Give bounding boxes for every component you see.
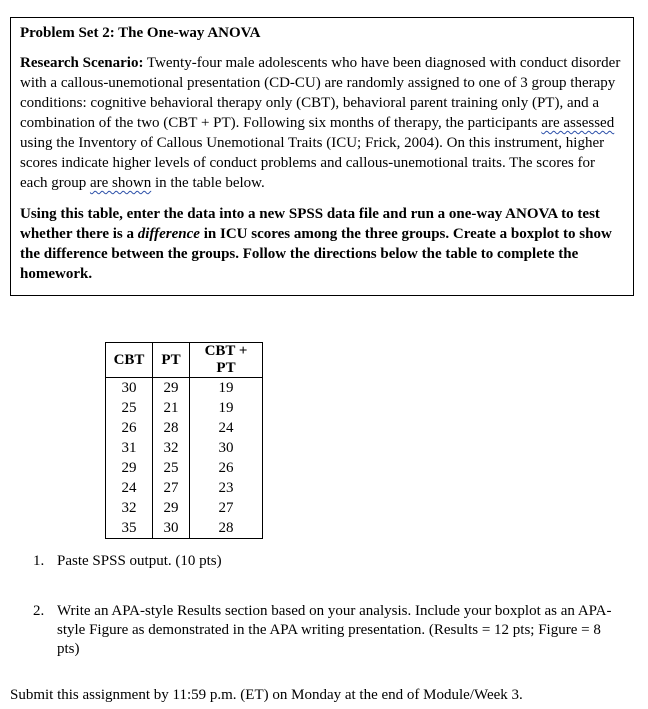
table-row bbox=[106, 458, 263, 478]
cell-cbt: 32 bbox=[106, 498, 153, 518]
cell-cbt-pt: 26 bbox=[190, 458, 263, 478]
cell-pt: 29 bbox=[153, 498, 190, 518]
cell-cbt: 24 bbox=[106, 478, 153, 498]
header-cbt: CBT bbox=[106, 343, 153, 378]
question-text: Paste SPSS output. (10 pts) bbox=[57, 553, 222, 569]
instructions bbox=[20, 204, 624, 284]
scores-table bbox=[105, 342, 263, 539]
table-row bbox=[106, 418, 263, 438]
research-scenario bbox=[20, 53, 624, 193]
question-number: 1. bbox=[33, 553, 45, 569]
grammar-flag-are-shown: are shown bbox=[89, 175, 152, 191]
submission-note: Submit this assignment by 11:59 p.m. (ET) on Monday at the end of Module/Week 3. bbox=[10, 687, 523, 703]
cell-cbt: 31 bbox=[106, 438, 153, 458]
cell-cbt-pt: 28 bbox=[190, 518, 263, 539]
table-row bbox=[106, 378, 263, 399]
cell-pt: 30 bbox=[153, 518, 190, 539]
cell-cbt-pt: 19 bbox=[190, 378, 263, 399]
cell-cbt: 35 bbox=[106, 518, 153, 539]
instruction-text-2: in ICU scores among the three groups. Create a boxplot to show the difference between the groups. Follow the directions below the table to complete the homework. bbox=[20, 226, 612, 282]
cell-pt: 25 bbox=[153, 458, 190, 478]
cell-cbt-pt: 19 bbox=[190, 398, 263, 418]
cell-pt: 27 bbox=[153, 478, 190, 498]
cell-cbt: 29 bbox=[106, 458, 153, 478]
question-text: Write an APA-style Results section based on your analysis. Include your boxplot as an APA-style Figure as demonstrated in the APA writing presentation. (Results = 12 pts; Figure = 8 pts) bbox=[57, 603, 612, 657]
cell-pt: 28 bbox=[153, 418, 190, 438]
table-row bbox=[106, 478, 263, 498]
table-row bbox=[106, 518, 263, 539]
scenario-text-2: using the Inventory of Callous Unemotional Traits (ICU; Frick, 2004). On this instrument, higher scores indicate higher levels of conduct problems and callous-unemotional traits. The scores for each group bbox=[20, 135, 605, 191]
header-pt: PT bbox=[153, 343, 190, 378]
instruction-emphasis: difference bbox=[137, 226, 200, 242]
table-row bbox=[106, 498, 263, 518]
cell-cbt-pt: 30 bbox=[190, 438, 263, 458]
cell-cbt-pt: 27 bbox=[190, 498, 263, 518]
scenario-text-1: Twenty-four male adolescents who have been diagnosed with conduct disorder with a callous-unemotional presentation (CD-CU) are randomly assigned to one of 3 group therapy conditions: cognitive behavioral therapy only (CBT), behavioral parent training only (PT), and a combination of the two (CBT + PT). Following six months of therapy, the participants bbox=[20, 55, 621, 131]
problem-title: Problem Set 2: The One-way ANOVA bbox=[20, 25, 261, 41]
instruction-text-1: Using this table, enter the data into a new SPSS data file and run a one-way ANOVA to test whether there is a bbox=[20, 206, 600, 242]
scenario-label: Research Scenario: bbox=[20, 55, 144, 71]
table-row bbox=[106, 438, 263, 458]
problem-box bbox=[10, 17, 634, 296]
cell-pt: 32 bbox=[153, 438, 190, 458]
question-number: 2. bbox=[33, 603, 45, 619]
cell-pt: 21 bbox=[153, 398, 190, 418]
cell-cbt-pt: 24 bbox=[190, 418, 263, 438]
cell-cbt-pt: 23 bbox=[190, 478, 263, 498]
table-header-row bbox=[106, 343, 263, 378]
cell-cbt: 26 bbox=[106, 418, 153, 438]
cell-cbt: 25 bbox=[106, 398, 153, 418]
cell-pt: 29 bbox=[153, 378, 190, 399]
cell-cbt: 30 bbox=[106, 378, 153, 399]
grammar-flag-are-assessed: are assessed bbox=[541, 115, 615, 131]
header-cbt-pt: CBT + PT bbox=[190, 343, 263, 378]
table-row bbox=[106, 398, 263, 418]
scenario-text-3: in the table below. bbox=[151, 175, 265, 191]
